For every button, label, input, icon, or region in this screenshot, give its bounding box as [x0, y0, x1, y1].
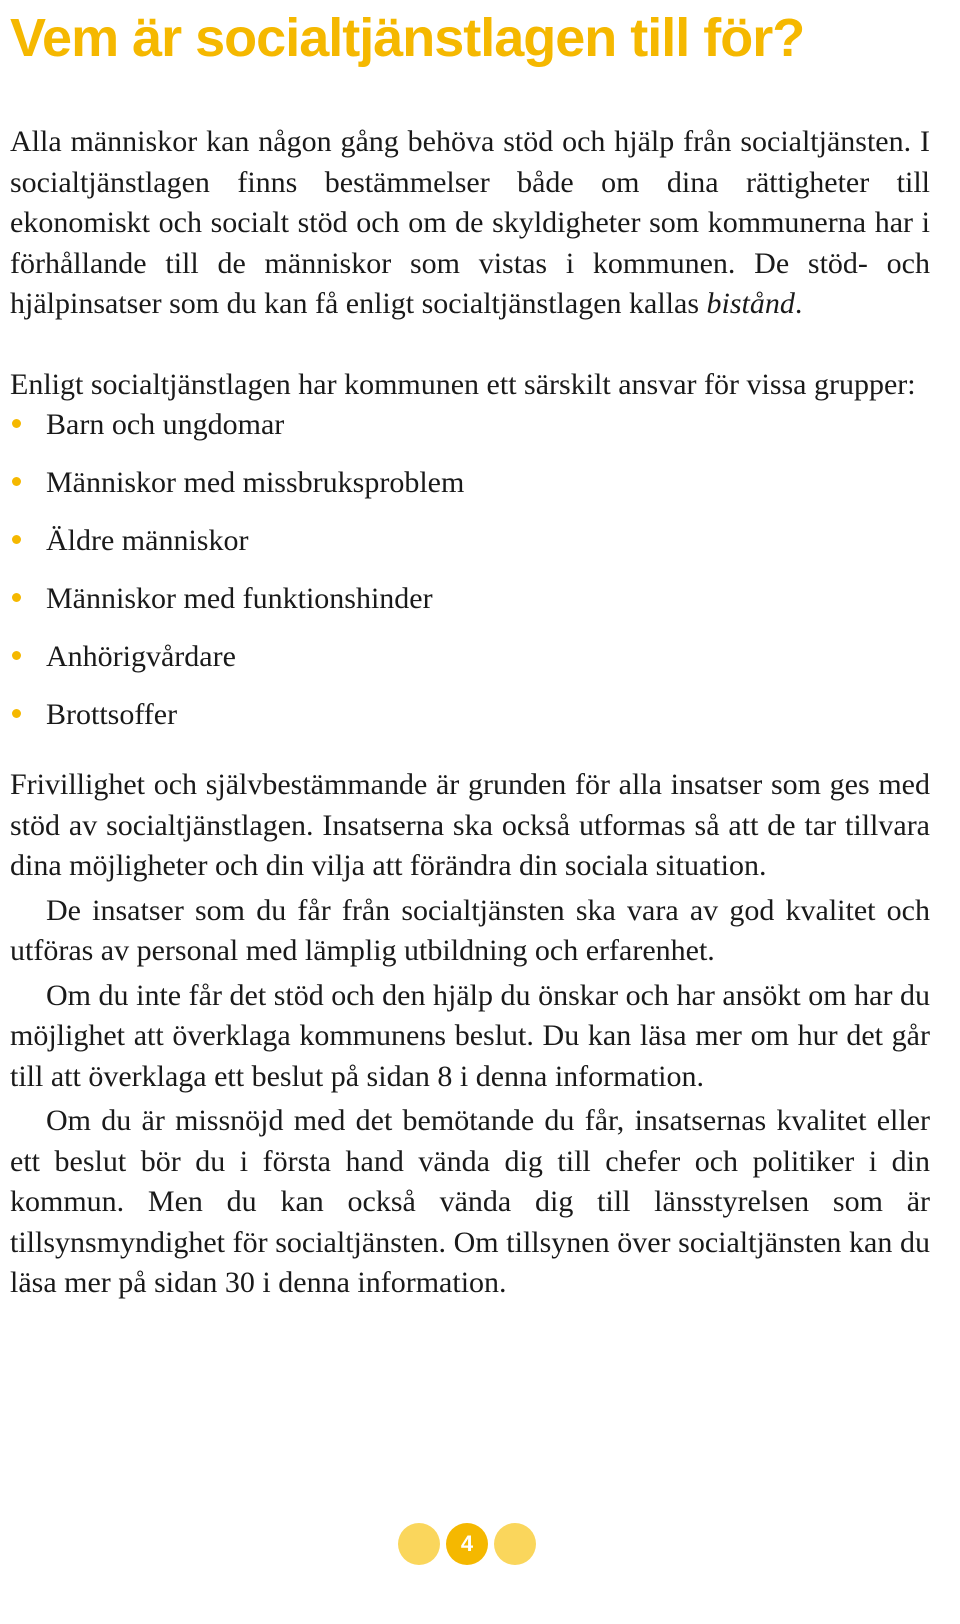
list-item-label: Människor med missbruksproblem	[46, 466, 465, 499]
list-item	[10, 521, 930, 579]
intro-text: Alla människor kan någon gång behöva stöd och hjälp från socialtjänsten. I socialtjänstlagen finns bestämmelser både om dina rättigheter till ekonomiskt och socialt stöd och om de skyldigheter som kommunerna har i förhållande till de människor som vistas i kommunen. De stöd- och hjälpinsatser som du kan få enligt socialtjänstlagen kallas	[10, 125, 930, 320]
intro-paragraph	[10, 122, 930, 325]
bullet-icon	[12, 709, 21, 718]
list-item	[10, 463, 930, 521]
body-paragraph: De insatser som du får från socialtjänsten ska vara av god kvalitet och utföras av personal med lämplig utbildning och erfarenhet.	[10, 893, 930, 967]
list-item	[10, 405, 930, 463]
list-item	[10, 695, 930, 753]
bullet-icon	[12, 593, 21, 602]
bullet-icon	[12, 419, 21, 428]
page-dot-left	[398, 1523, 440, 1565]
bullet-icon	[12, 535, 21, 544]
list-item	[10, 637, 930, 695]
bullet-icon	[12, 477, 21, 486]
body-paragraph: Om du inte får det stöd och den hjälp du önskar och har ansökt om har du möjlighet att överklaga kommunens beslut. Du kan läsa mer om hur det går till att överklaga ett beslut på sidan 8 i denna information.	[10, 978, 930, 1093]
list-item-label: Barn och ungdomar	[46, 408, 285, 441]
list-item-label: Anhörigvårdare	[46, 640, 236, 673]
page-number-indicator	[398, 1523, 538, 1565]
groups-intro: Enligt socialtjänstlagen har kommunen ett särskilt ansvar för vissa grupper:	[10, 367, 916, 401]
document-page	[10, 0, 930, 1304]
bullet-icon	[12, 651, 21, 660]
page-number: 4	[446, 1523, 488, 1565]
intro-emphasis: bistånd	[706, 287, 795, 320]
list-item	[10, 579, 930, 637]
groups-list	[10, 405, 930, 753]
intro-end: .	[794, 287, 803, 320]
list-item-label: Brottsoffer	[46, 698, 178, 731]
list-item-label: Äldre människor	[46, 524, 249, 557]
body-paragraph: Frivillighet och självbestämmande är grunden för alla insatser som ges med stöd av socialtjänstlagen. Insatserna ska också utformas så att de tar tillvara dina möjligheter och din vilja att förändra din sociala situation.	[10, 768, 930, 882]
page-title: Vem är socialtjänstlagen till för?	[10, 8, 805, 68]
body-paragraph: Om du är missnöjd med det bemötande du får, insatsernas kvalitet eller ett beslut bör du i första hand vända dig till chefer och politiker i din kommun. Men du kan också vända dig till länsstyrelsen som är tillsynsmyndighet för socialtjänsten. Om tillsynen över socialtjänsten kan du läsa mer på sidan 30 i denna information.	[10, 1104, 930, 1299]
page-dot-right	[494, 1523, 536, 1565]
list-item-label: Människor med funktionshinder	[46, 582, 433, 615]
